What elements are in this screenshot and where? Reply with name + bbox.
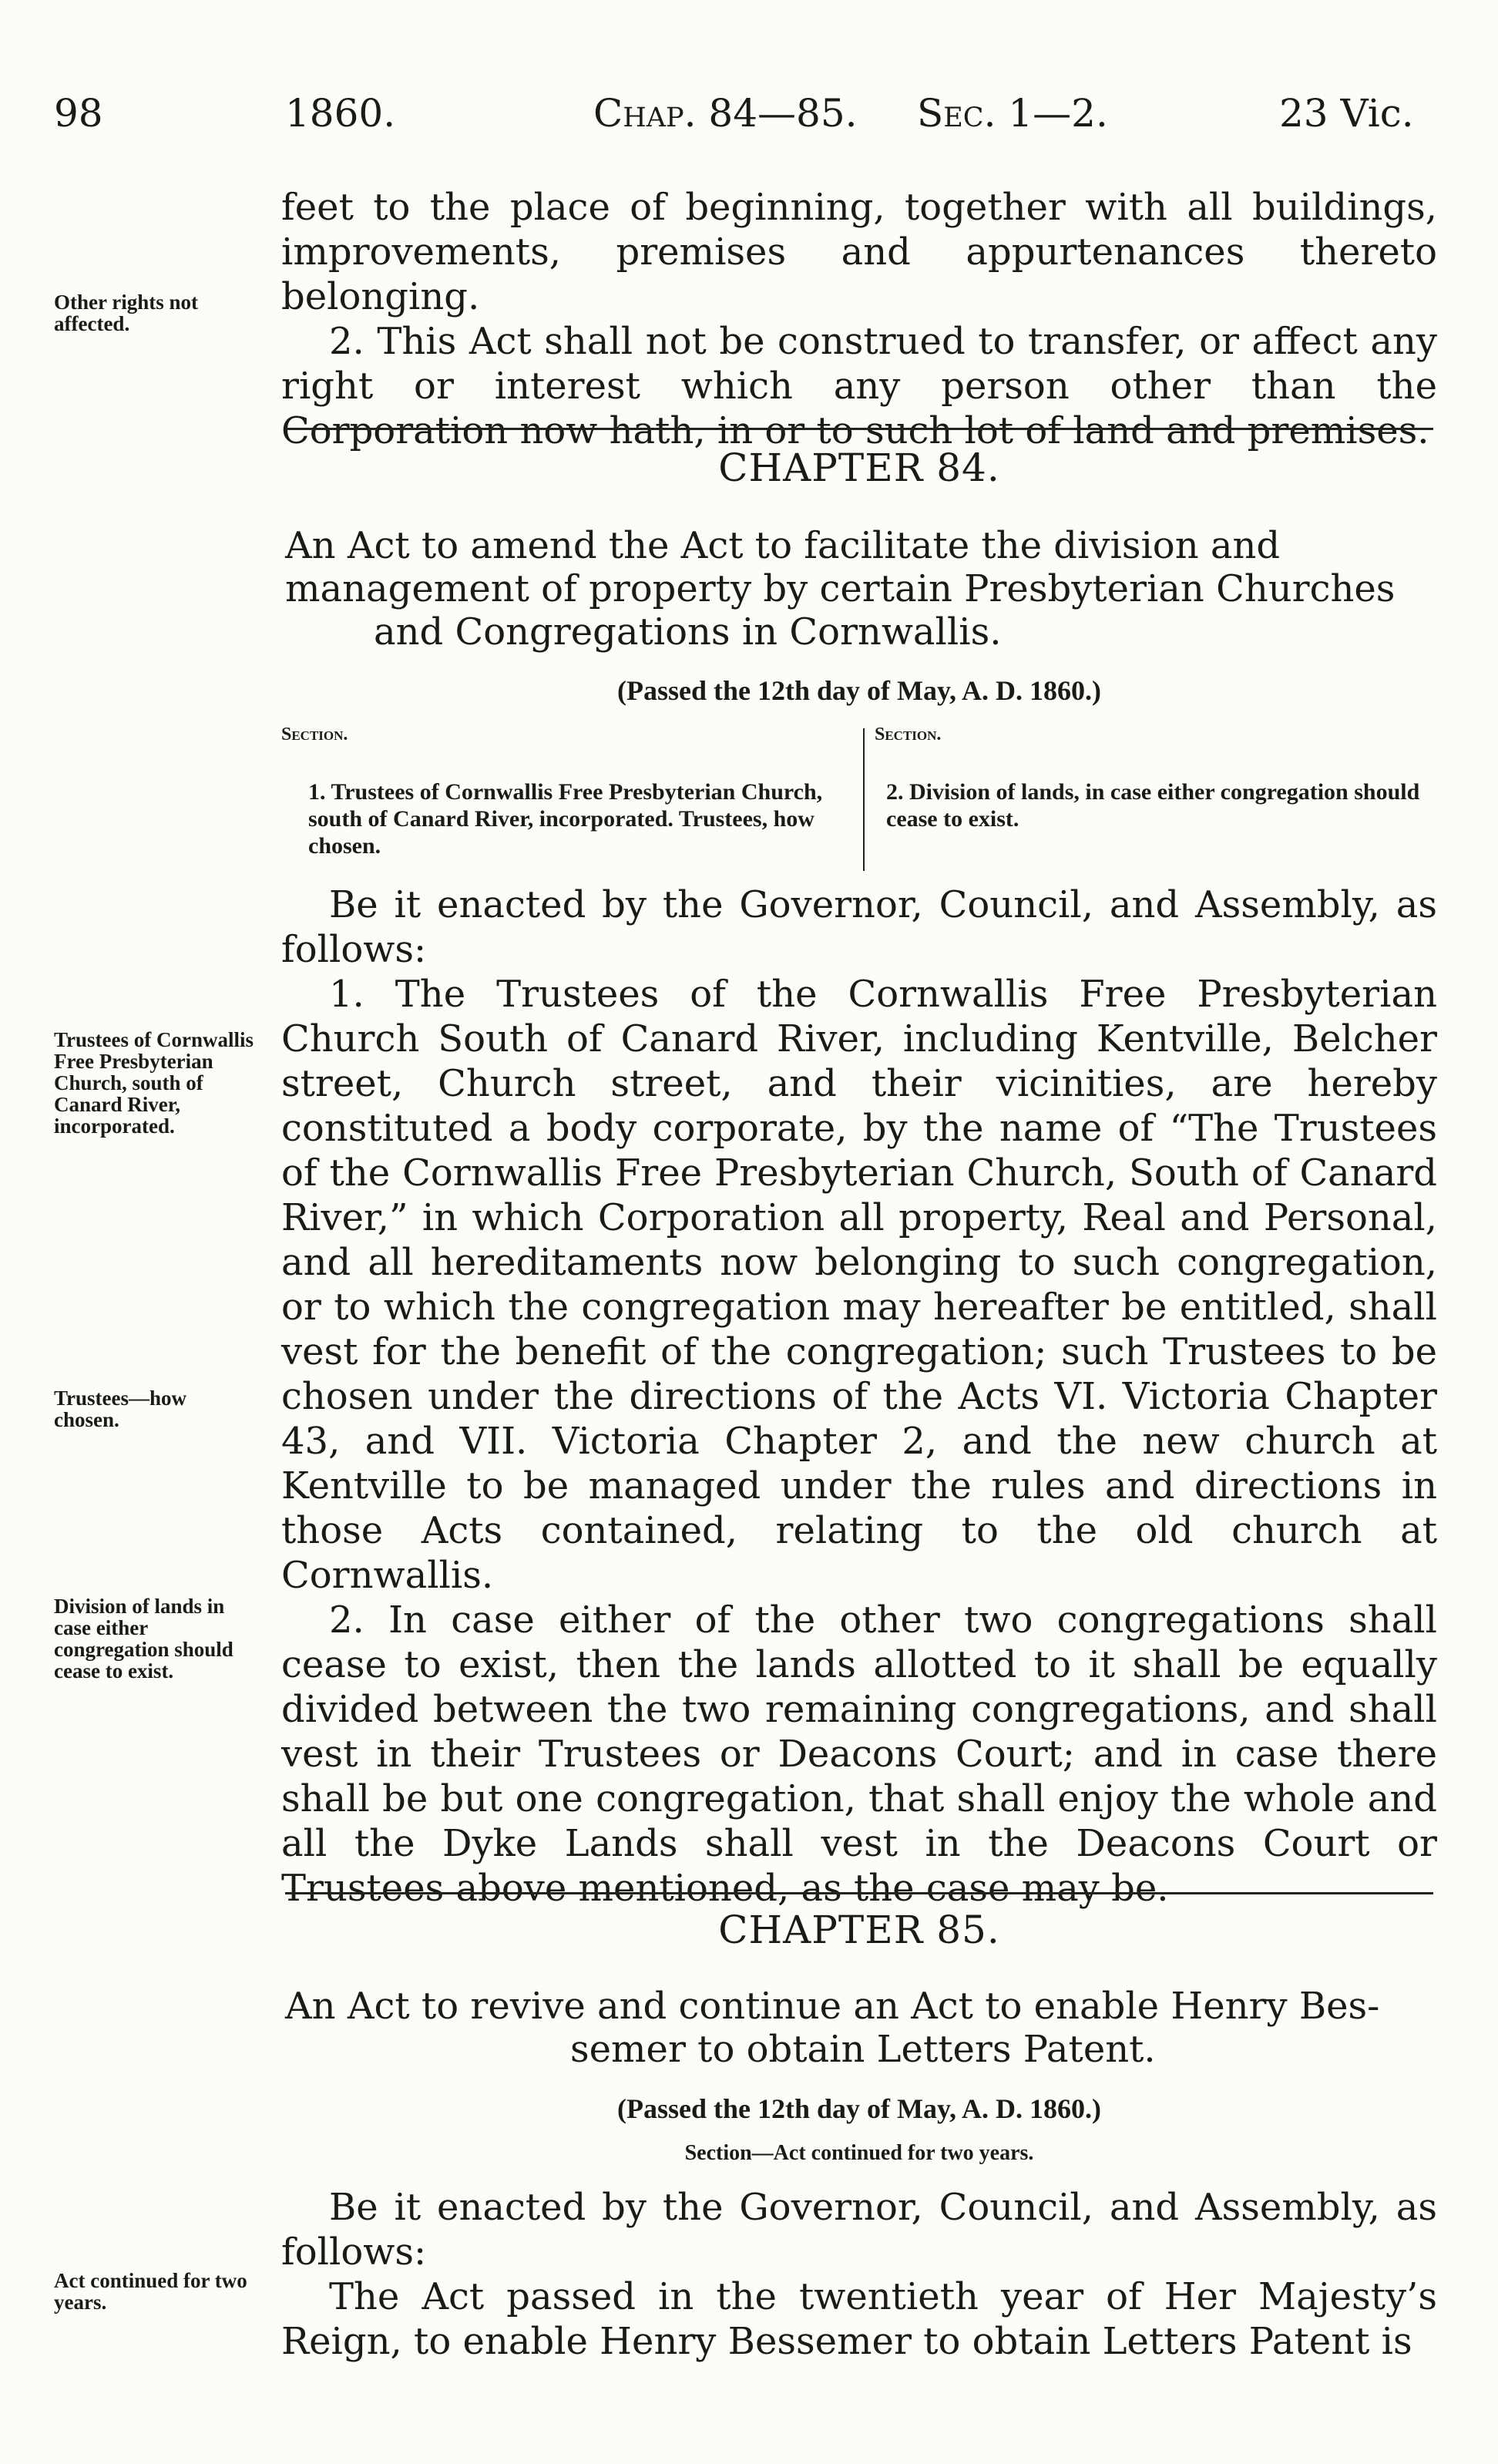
margin-note-division-of-lands: Division of lands in case either congregation should cease to exist.: [54, 1595, 233, 1682]
chapter-84-title: [285, 524, 1433, 654]
chapter-84-passed: (Passed the 12th day of May, A. D. 1860.): [617, 675, 1101, 706]
margin-note-trustees-chosen: Trustees—how chosen.: [54, 1387, 186, 1431]
chapter-85-enacting: Be it enacted by the Governor, Council, and Assembly, as follows:: [281, 2186, 1437, 2274]
section-summary-divider: [863, 728, 865, 871]
margin-note-other-rights: Other rights not affected.: [54, 291, 198, 335]
chapter-85-title-line1: An Act to revive and continue an Act to enable Henry Bes-: [285, 1985, 1380, 2028]
chapter-85-title: [285, 1985, 1433, 2071]
prev-act-continuation: feet to the place of beginning, together with all buildings, improvements, premises and appurtenances thereto belonging.: [281, 186, 1437, 318]
chapter-85-text: The Act passed in the twentieth year of Her Majesty’s Reign, to enable Henry Bessemer to obtain Letters Patent is: [281, 2275, 1437, 2363]
section-summary-1: 1. Trustees of Cornwallis Free Presbyterian Church, south of Canard River, incorporated. Trustees, how chosen.: [308, 779, 823, 859]
margin-note-act-continued: Act continued for two years.: [54, 2269, 247, 2314]
prev-act-text: [281, 185, 1437, 453]
section-label-left: Section.: [281, 724, 348, 745]
header-chapter: Chap. 84—85.: [593, 91, 858, 136]
chapter-85-title-line2: semer to obtain Letters Patent.: [570, 2028, 1156, 2071]
divider-rule-2: [285, 1892, 1433, 1894]
chapter-84-heading: CHAPTER 84.: [718, 445, 1000, 490]
prev-act-section-2: 2. This Act shall not be construed to transfer, or affect any right or interest which any person other than the Corporation now hath, in or to such lot of land and premises.: [281, 320, 1437, 452]
chapter-85-passed: (Passed the 12th day of May, A. D. 1860.): [617, 2093, 1101, 2124]
header-reign: 23 Vic.: [1279, 91, 1414, 136]
chapter-84-section-1: 1. The Trustees of the Cornwallis Free Presbyterian Church South of Canard River, including Kentville, Belcher street, Church street, and their vicinities, are hereby constituted a body corporate, by the name of “The Trustees of the Cornwallis Free Presbyterian Church, South of Canard River,” in which Corporation all property, Real and Personal, and all hereditaments now belonging to such congregation, or to which the congregation may hereafter be entitled, shall vest for the benefit of the congregation; such Trustees to be chosen under the directions of the Acts VI. Victoria Chapter 43, and VII. Victoria Chapter 2, and the new church at Kentville to be managed under the rules and directions in those Acts contained, relating to the old church at Cornwallis.: [281, 973, 1437, 1597]
chapter-84-body: [281, 882, 1437, 1911]
margin-note-trustees-incorporated: Trustees of Cornwallis Free Presbyterian Church, south of Canard River, incorporated.: [54, 1028, 254, 1138]
chapter-85-section-note: Section—Act continued for two years.: [684, 2141, 1034, 2165]
chapter-84-title-line2: and Congregations in Cornwallis.: [374, 610, 1002, 654]
chapter-84-enacting: Be it enacted by the Governor, Council, and Assembly, as follows:: [281, 883, 1437, 971]
header-year: 1860.: [285, 91, 396, 136]
divider-rule: [285, 428, 1433, 430]
page-number: 98: [54, 91, 103, 136]
chapter-85-heading: CHAPTER 85.: [718, 1908, 1000, 1952]
chapter-84-title-line1: An Act to amend the Act to facilitate the division and management of property by certain Presbyterian Churches: [285, 524, 1396, 610]
running-header: [54, 91, 1441, 145]
section-label-right: Section.: [875, 724, 942, 745]
header-section: Sec. 1—2.: [917, 91, 1108, 136]
section-summary-2: 2. Division of lands, in case either congregation should cease to exist.: [886, 779, 1420, 832]
chapter-85-body: [281, 2185, 1437, 2364]
chapter-84-section-2: 2. In case either of the other two congregations shall cease to exist, then the lands allotted to it shall be equally divided between the two remaining congregations, and shall vest in their Trustees or Deacons Court; and in case there shall be but one congregation, that shall enjoy the whole and all the Dyke Lands shall vest in the Deacons Court or Trustees above mentioned, as the case may be.: [281, 1598, 1437, 1910]
